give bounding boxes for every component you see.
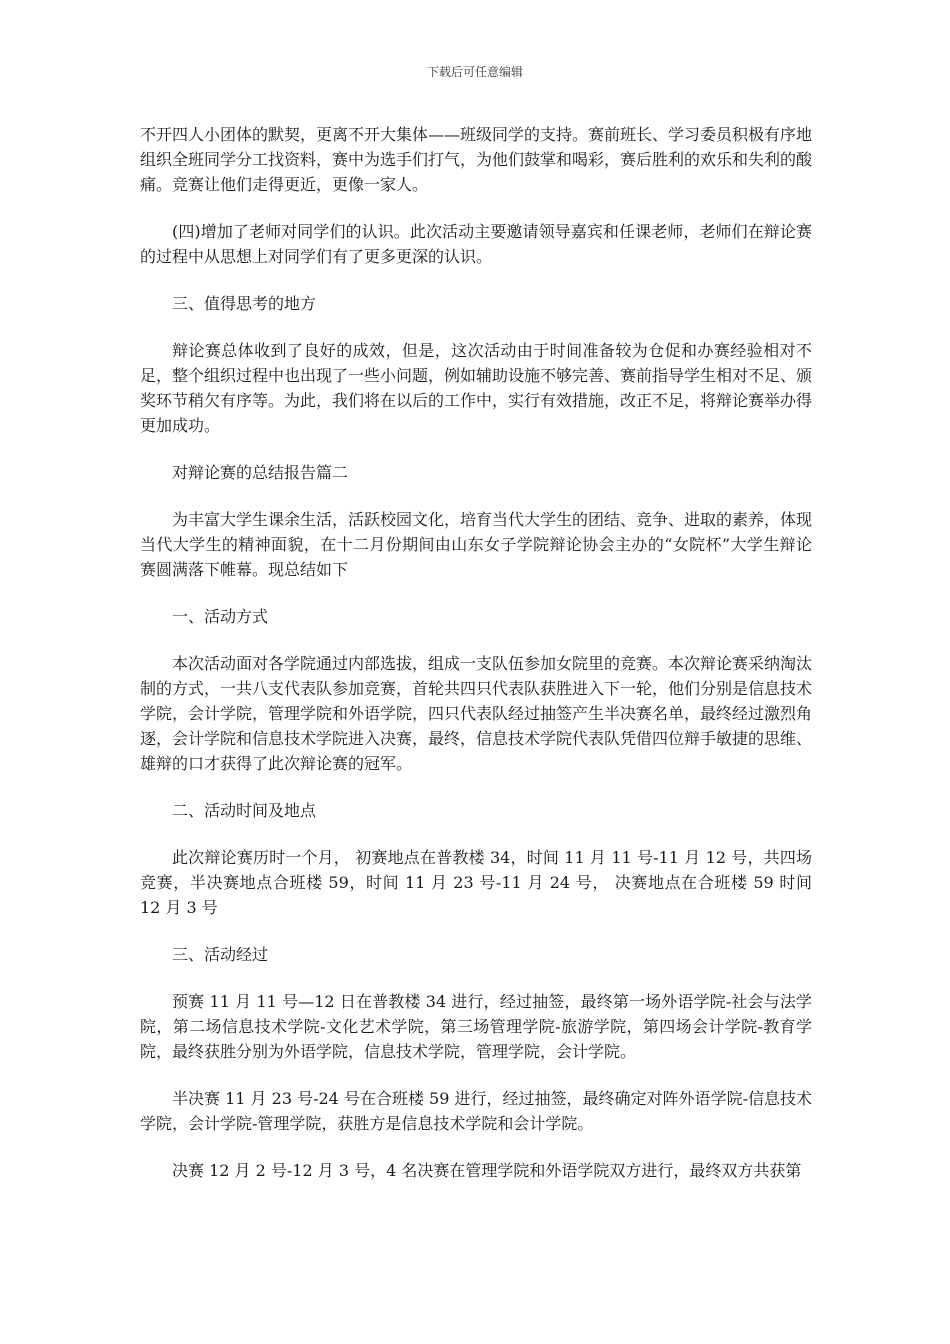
paragraph-reflection: 辩论赛总体收到了良好的成效，但是，这次活动由于时间准备较为仓促和办赛经验相对不足，整个组织过程中也出现了一些小问题，例如辅助设施不够完善、赛前指导学生相对不足、颁奖环节稍欠有序等。为此，我们将在以后的工作中，实行有效措施，改正不足，将辩论赛举办得更加成功。 <box>140 341 813 435</box>
paragraph-continuation: 不开四人小团体的默契，更离不开大集体——班级同学的支持。赛前班长、学习委员积极有序地组织全班同学分工找资料，赛中为选手们打气，为他们鼓掌和喝彩，赛后胜利的欢乐和失利的酸痛。竞赛让他们走得更近，更像一家人。 <box>140 125 813 194</box>
report-title-part-two: 对辩论赛的总结报告篇二 <box>172 463 349 482</box>
paragraph-time-location: 此次辩论赛历时一个月， 初赛地点在普教楼 34，时间 11 月 11 号-11 月 12 号，共四场竞赛，半决赛地点合班楼 59，时间 11 月 23 号-11 月 24 号， 决赛地点在合班楼 59 时间 12 月 3 号 <box>140 848 812 917</box>
paragraph-preliminary: 预赛 11 月 11 号—12 日在普教楼 34 进行，经过抽签，最终第一场外语学院-社会与法学院，第二场信息技术学院-文化艺术学院，第三场管理学院-旅游学院，第四场会计学院-教育学院，最终获胜分别为外语学院，信息技术学院，管理学院，会计学院。 <box>140 992 812 1061</box>
section-heading-format: 一、活动方式 <box>172 607 269 626</box>
paragraph-final: 决赛 12 月 2 号-12 月 3 号，4 名决赛在管理学院和外语学院双方进行，最终双方共获第 <box>172 1161 802 1180</box>
section-heading-time-location: 二、活动时间及地点 <box>172 801 317 820</box>
paragraph-semifinal: 半决赛 11 月 23 号-24 号在合班楼 59 进行，经过抽签，最终确定对阵外语学院-信息技术学院，会计学院-管理学院，获胜方是信息技术学院和会计学院。 <box>140 1089 812 1133</box>
page-header: 下载后可任意编辑 <box>426 65 523 79</box>
section-heading-reflection: 三、值得思考的地方 <box>172 294 317 313</box>
paragraph-intro: 为丰富大学生课余生活，活跃校园文化，培育当代大学生的团结、竞争、进取的素养，体现当代大学生的精神面貌，在十二月份期间由山东女子学院辩论协会主办的“女院杯”大学生辩论赛圆满落下帷幕。现总结如下 <box>140 510 813 579</box>
document-body <box>140 122 812 1205</box>
paragraph-teacher-recognition: (四)增加了老师对同学们的认识。此次活动主要邀请领导嘉宾和任课老师，老师们在辩论赛的过程中从思想上对同学们有了更多更深的认识。 <box>140 222 812 266</box>
section-heading-process: 三、活动经过 <box>172 945 269 964</box>
paragraph-format: 本次活动面对各学院通过内部选拔，组成一支队伍参加女院里的竞赛。本次辩论赛采纳淘汰制的方式，一共八支代表队参加竞赛，首轮共四只代表队获胜进入下一轮，他们分别是信息技术学院，会计学院，管理学院和外语学院，四只代表队经过抽签产生半决赛名单，最终经过激烈角逐，会计学院和信息技术学院进入决赛，最终，信息技术学院代表队凭借四位辩手敏捷的思维、雄辩的口才获得了此次辩论赛的冠军。 <box>140 654 813 773</box>
